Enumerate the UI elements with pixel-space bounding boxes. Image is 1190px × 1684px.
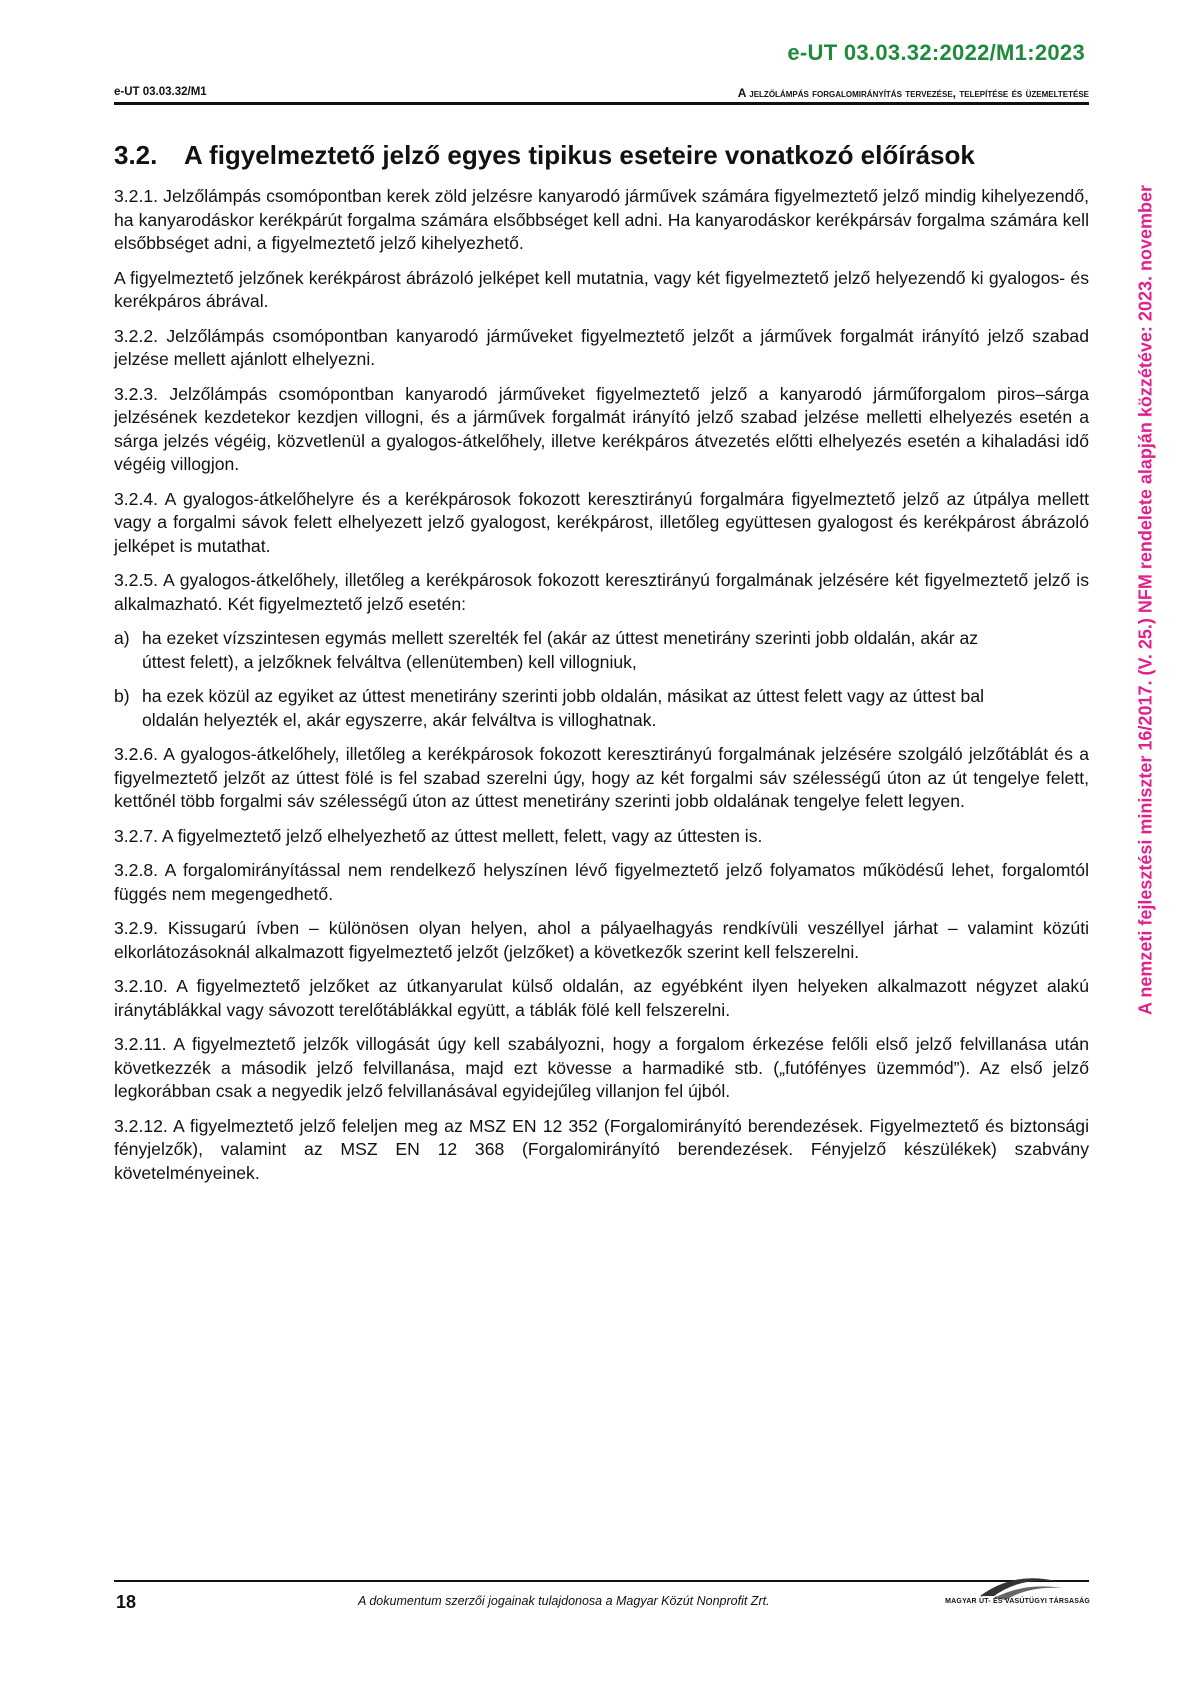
header-doc-code: e-UT 03.03.32/M1 bbox=[114, 86, 207, 98]
list-marker: a) bbox=[114, 628, 130, 648]
section-heading bbox=[114, 140, 1089, 171]
paragraph-3-2-5: 3.2.5. A gyalogos-átkelőhely, illetőleg a kerékpárosok fokozott keresztirányú forgalmának jelzésére két figyelmeztető jelző is alkalmazható. Két figyelmeztető jelző esetén: bbox=[114, 570, 1089, 614]
page-content bbox=[114, 140, 1089, 1196]
copyright-notice: A dokumentum szerzői jogainak tulajdonosa a Magyar Közút Nonprofit Zrt. bbox=[358, 1594, 770, 1608]
paragraph-3-2-10: 3.2.10. A figyelmeztető jelzőket az útkanyarulat külső oldalán, az egyébként ilyen helyeken alkalmazott négyzet alakú iránytáblákkal vagy sávozott terelőtáblákkal együtt, a táblák fölé kell felszerelni. bbox=[114, 976, 1089, 1020]
paragraph-3-2-8: 3.2.8. A forgalomirányítással nem rendelkező helyszínen lévő figyelmeztető jelző folyamatos működésű lehet, forgalomtól függés nem megengedhető. bbox=[114, 860, 1089, 904]
paragraph-3-2-9: 3.2.9. Kissugarú ívben – különösen olyan helyen, ahol a pályaelhagyás rendkívüli veszéllyel járhat – valamint közúti elkorlátozásoknál alkalmazott figyelmeztető jelzőt (jelzőket) a következők szerint kell felszerelni. bbox=[114, 918, 1089, 962]
paragraph-3-2-3: 3.2.3. Jelzőlámpás csomópontban kanyarodó járműveket figyelmeztető jelző a kanyarodó járműforgalom piros–sárga jelzésének kezdetekor kezdjen villogni, és a járművek forgalmát irányító jelző szabad jelzése melletti elhelyezés esetén a sárga jelzés végéig, közvetlenül a gyalogos-átkelőhely, illetve kerékpáros átvezetés előtti elhelyezés esetén a kihaladási idő végéig villogjon. bbox=[114, 383, 1089, 474]
section-number: 3.2. bbox=[114, 140, 158, 170]
paragraph-3-2-12: 3.2.12. A figyelmeztető jelző feleljen meg az MSZ EN 12 352 (Forgalomirányító berendezések. Figyelmeztető és biztonsági fényjelzők), valamint az MSZ EN 12 368 (Forgalomirányító berendezések. Fényjelző készülékek) szabvány követelményeinek. bbox=[114, 1115, 1089, 1183]
paragraph-3-2-2: 3.2.2. Jelzőlámpás csomópontban kanyarodó járműveket figyelmeztető jelzőt a járművek forgalmát irányító jelző szabad jelzése mellett ajánlott elhelyezni. bbox=[114, 325, 1089, 369]
list-item bbox=[114, 627, 1089, 674]
side-note-text: A nemzeti fejlesztési miniszter 16/2017. (V. 25.) NFM rendelete alapján közzétéve: 2023. november bbox=[1135, 184, 1156, 1016]
page-number: 18 bbox=[116, 1592, 137, 1612]
list-marker: b) bbox=[114, 686, 130, 706]
publisher-logo-text: MAGYAR ÚT- ÉS VASÚTÜGYI TÁRSASÁG bbox=[945, 1598, 1090, 1605]
header-doc-title: A jelzőlámpás forgalomirányítás tervezése, telepítése és üzemeltetése bbox=[737, 86, 1089, 100]
paragraph-3-2-11: 3.2.11. A figyelmeztető jelzők villogását úgy kell szabályozni, hogy a forgalom érkezése felőli első jelző felvillanása után következzék a második jelző felvillanása, majd ezt kövesse a harmadiké stb. („futófényes üzemmód”). Az első jelző legkorábban csak a negyedik jelző felvillanásával egyidejűleg villanjon fel újból. bbox=[114, 1034, 1089, 1101]
section-title: A figyelmeztető jelző egyes tipikus eseteire vonatkozó előírások bbox=[184, 140, 975, 170]
paragraph-3-2-7: 3.2.7. A figyelmeztető jelző elhelyezhető az úttest mellett, felett, vagy az úttesten is. bbox=[114, 825, 763, 846]
paragraph-3-2-1-b: A figyelmeztető jelzőnek kerékpárost ábrázoló jelképet kell mutatnia, vagy két figyelmeztető jelző helyezendő ki gyalogos- és kerékpáros ábrával. bbox=[114, 267, 1089, 311]
publisher-logo-icon bbox=[910, 1566, 1090, 1616]
page-header bbox=[114, 84, 1089, 105]
paragraph-3-2-4: 3.2.4. A gyalogos-átkelőhelyre és a kerékpárosok fokozott keresztirányú forgalmára figyelmeztető jelző az útpálya mellett vagy a forgalmi sávok felett elhelyezett jelző gyalogost, kerékpárost, illetőleg együttesen gyalogost és kerékpárost ábrázoló jelképet is mutathat. bbox=[114, 488, 1089, 556]
document-stamp: e-UT 03.03.32:2022/M1:2023 bbox=[787, 40, 1085, 65]
paragraph-3-2-6: 3.2.6. A gyalogos-átkelőhely, illetőleg a kerékpárosok fokozott keresztirányú forgalmának jelzésére szolgáló jelzőtáblát és a figyelmeztető jelzőt az úttest fölé is fel szabad szerelni úgy, hogy az két forgalmi sáv szélességű úton az út tengelye felett, kettőnél több forgalmi sáv szélességű úton az úttest menetirány szerinti jobb oldalának tengelye felett legyen. bbox=[114, 744, 1089, 811]
list-item bbox=[114, 685, 1089, 732]
list-text: ha ezek közül az egyiket az úttest menetirány szerinti jobb oldalán, másikat az úttest felett vagy az úttest bal oldalán helyezték el, akár egyszerre, akár felváltva is villoghatnak. bbox=[142, 686, 985, 730]
paragraph-3-2-1: 3.2.1. Jelzőlámpás csomópontban kerek zöld jelzésre kanyarodó járművek számára figyelmeztető jelző mindig kihelyezendő, ha kanyarodáskor kerékpárút forgalma számára elsőbbséget kell adni. Ha kanyarodáskor kerékpársáv forgalma számára kell elsőbbséget adni, a figyelmeztető jelző kihelyezhető. bbox=[114, 186, 1089, 253]
list-text: ha ezeket vízszintesen egymás mellett szerelték fel (akár az úttest menetirány szerinti jobb oldalán, akár az úttest felett), a jelzőknek felváltva (ellenütemben) kell villogniuk, bbox=[142, 628, 979, 672]
